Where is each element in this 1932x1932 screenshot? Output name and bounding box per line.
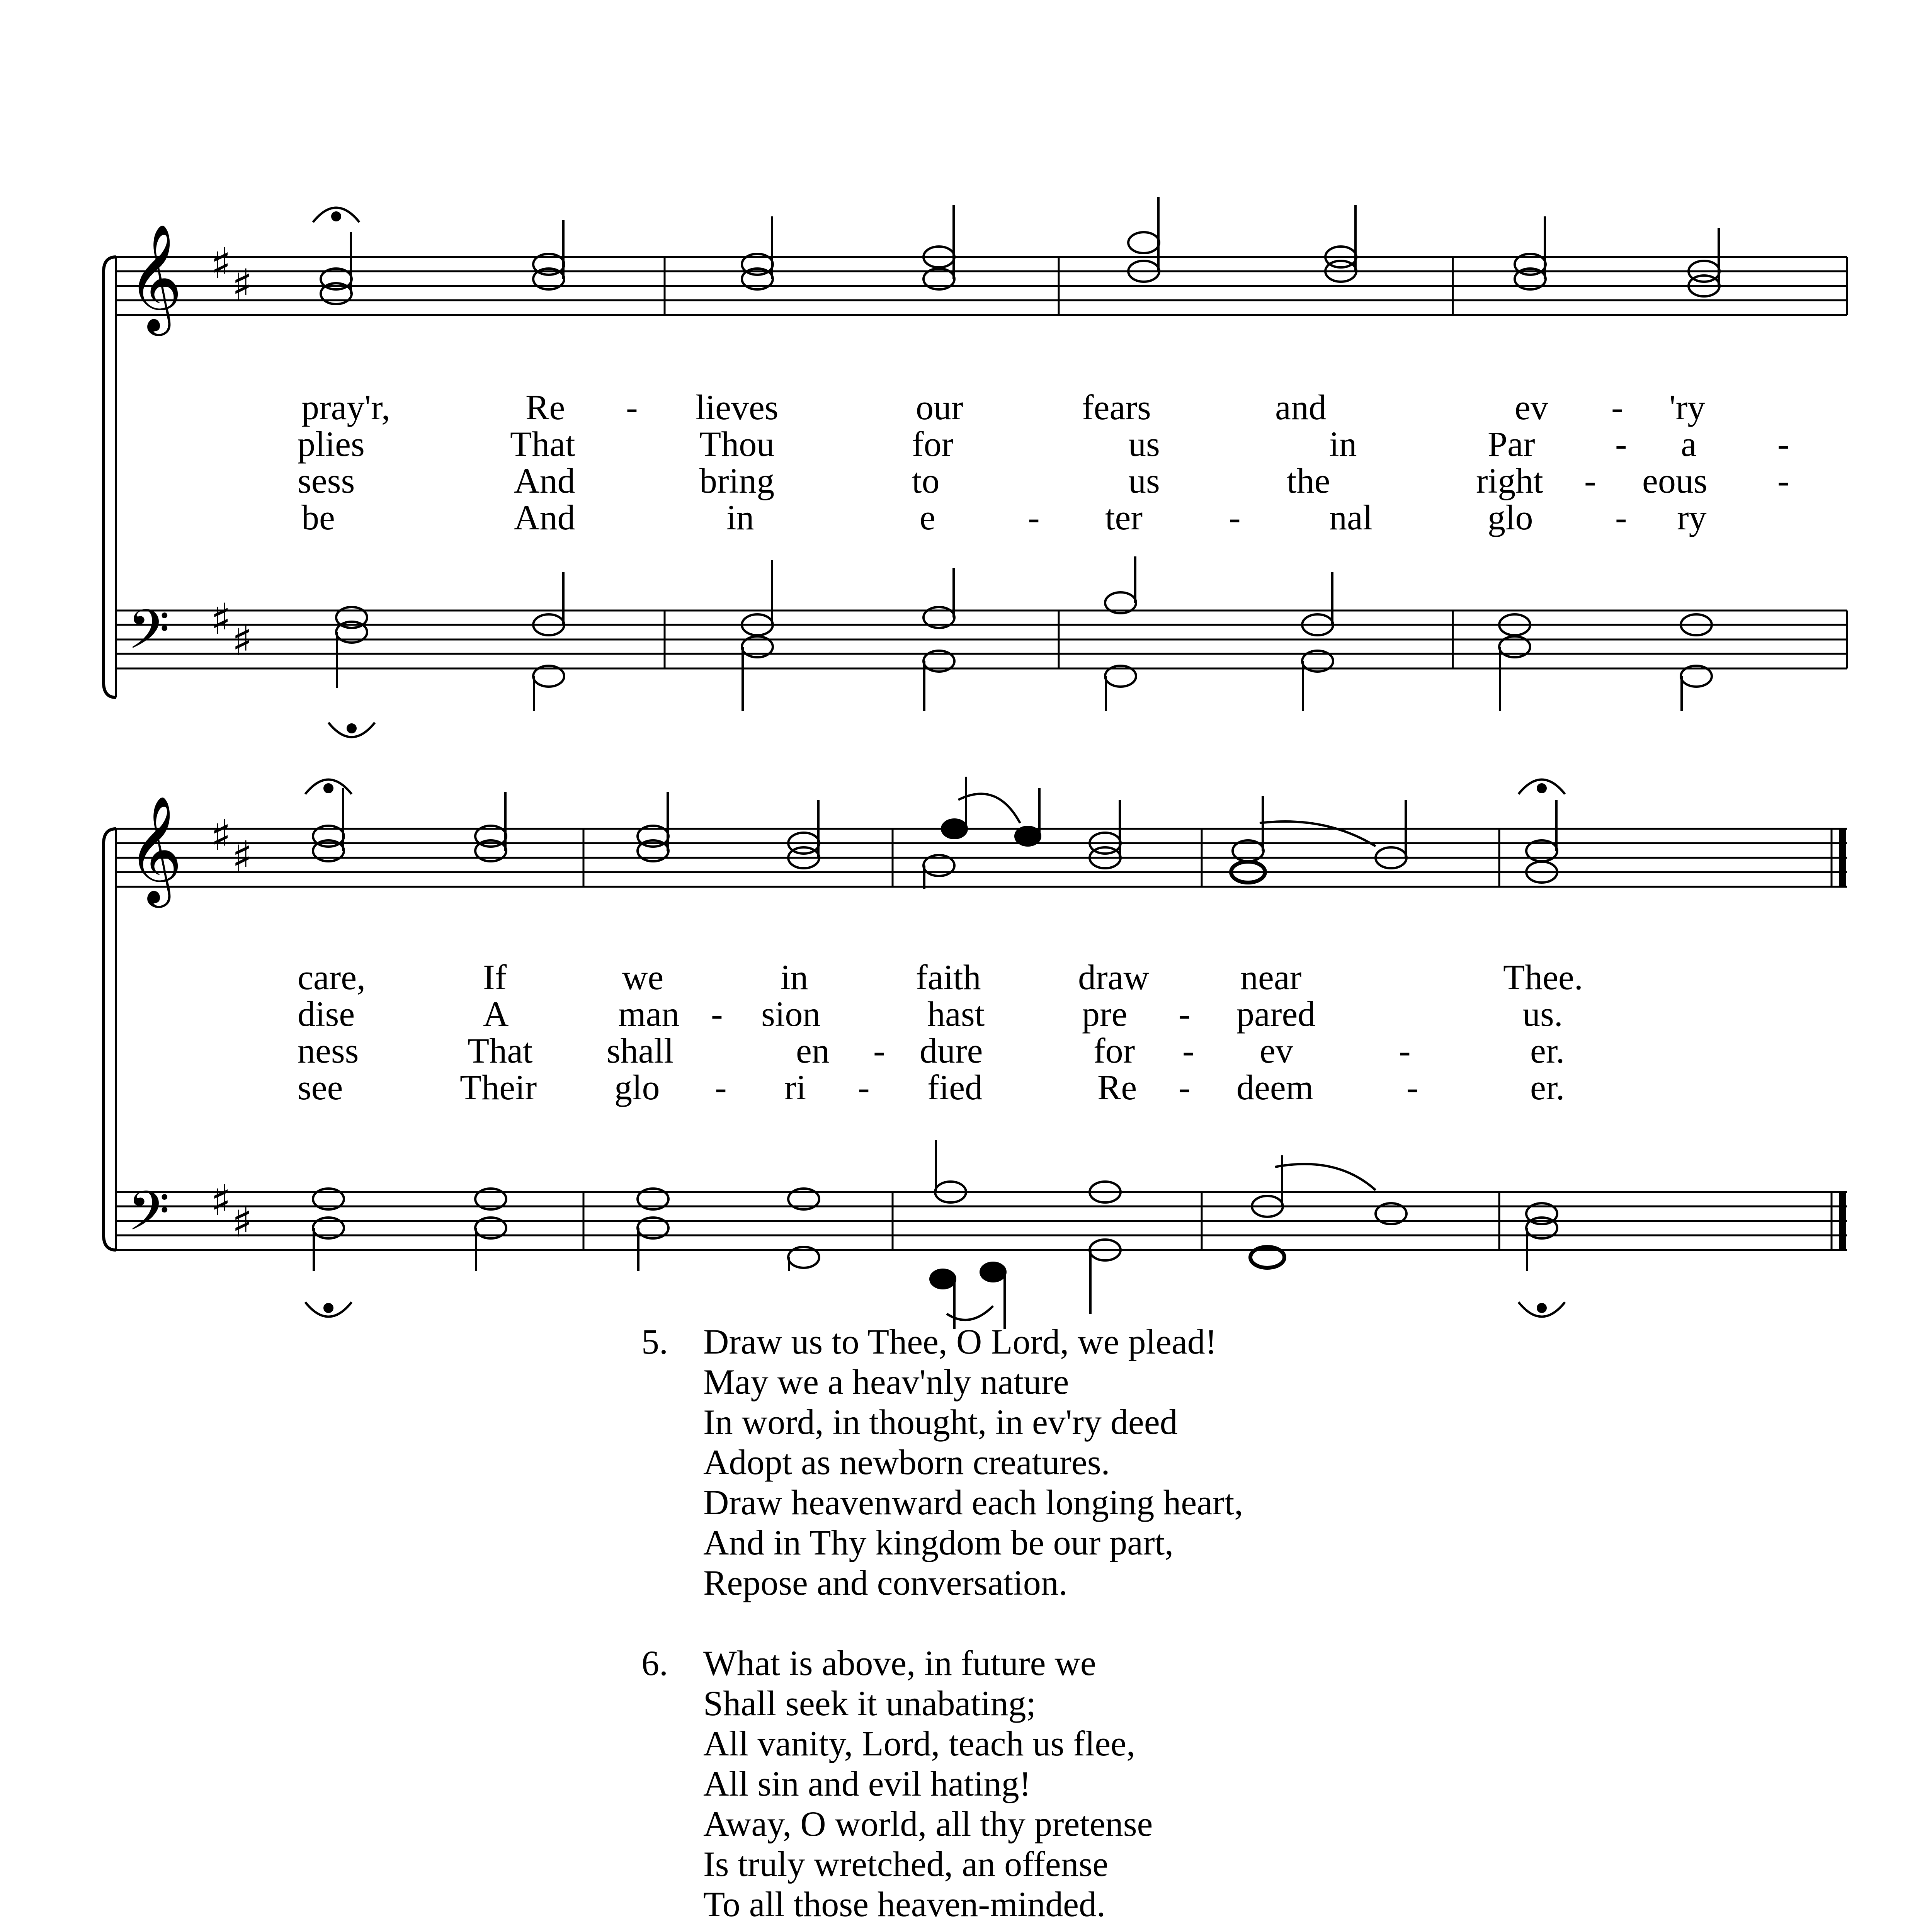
sharp-icon: ♯ (211, 811, 231, 860)
lyric: see (298, 1068, 343, 1107)
lyric: a (1681, 424, 1697, 464)
lyric: in (781, 957, 808, 997)
treble-staff (116, 829, 1847, 887)
lyric: man (618, 994, 680, 1034)
lyric: right (1476, 461, 1543, 500)
verse-line: Shall seek it unabating; (703, 1684, 1036, 1723)
verse-line: All sin and evil hating! (703, 1764, 1031, 1803)
lyric: - (626, 388, 638, 427)
fermata-icon (305, 780, 352, 794)
bass-notes (328, 556, 1712, 737)
lyric: And (514, 461, 575, 500)
lyric: A (483, 994, 509, 1034)
lyric: That (510, 424, 575, 464)
fermata-icon (1519, 780, 1565, 794)
lyric: Thee. (1503, 957, 1583, 997)
bass-staff (116, 611, 1847, 668)
lyric: - (711, 994, 723, 1034)
lyric: near (1240, 957, 1302, 997)
lyric: - (1406, 1068, 1418, 1107)
lyric: and (1275, 388, 1327, 427)
system-2 (104, 777, 1847, 1329)
lyric: nal (1329, 498, 1373, 537)
lyric: Re (1097, 1068, 1137, 1107)
lyric: er. (1530, 1031, 1565, 1070)
lyrics-system-2 (298, 957, 1583, 1107)
lyric: pray'r, (301, 388, 390, 427)
lyric: - (1229, 498, 1241, 537)
verse-line: Is truly wretched, an offense (703, 1844, 1109, 1884)
lyric: shall (607, 1031, 674, 1070)
lyric: us (1128, 424, 1160, 464)
lyric: And (514, 498, 575, 537)
lyric: - (715, 1068, 727, 1107)
lyric: fears (1082, 388, 1151, 427)
lyric: care, (298, 957, 366, 997)
verse-6 (641, 1643, 1569, 1924)
bass-staff (116, 1192, 1847, 1250)
lyric: - (1584, 461, 1596, 500)
lyric: draw (1078, 957, 1149, 997)
lyric: - (1777, 424, 1789, 464)
lyric: be (301, 498, 335, 537)
lyric: - (858, 1068, 870, 1107)
treble-clef-icon: 𝄞 (128, 795, 182, 903)
bass-clef-icon: 𝄢 (128, 598, 170, 675)
lyric: glo (1488, 498, 1533, 537)
lyric: - (1179, 994, 1190, 1034)
verse-number: 6. (641, 1643, 668, 1683)
lyric: Par (1488, 424, 1535, 464)
lyric: ry (1677, 498, 1707, 537)
verses (641, 1321, 1569, 1932)
lyric: en (796, 1031, 830, 1070)
fermata-icon (1519, 1302, 1565, 1317)
verse-line: Draw heavenward each longing heart, (703, 1483, 1243, 1522)
lyric: pre (1082, 994, 1128, 1034)
lyric: us (1128, 461, 1160, 500)
sharp-icon: ♯ (211, 1176, 231, 1225)
treble-staff (116, 257, 1847, 315)
verse-line: Draw us to Thee, O Lord, we plead! (703, 1322, 1217, 1361)
lyric: Re (526, 388, 565, 427)
lyric: bring (699, 461, 775, 500)
sharp-icon: ♯ (232, 260, 253, 310)
lyric: 'ry (1669, 388, 1706, 427)
verse-line: Repose and conversation. (703, 1563, 1068, 1602)
lyric: plies (298, 424, 365, 464)
lyric: ev (1515, 388, 1548, 427)
lyric: ev (1260, 1031, 1293, 1070)
verse-line: What is above, in future we (703, 1643, 1096, 1683)
sharp-icon: ♯ (211, 594, 231, 644)
sharp-icon: ♯ (232, 832, 253, 881)
lyric: ri (784, 1068, 806, 1107)
verse-line: In word, in thought, in ev'ry deed (703, 1402, 1178, 1442)
lyric: ter (1105, 498, 1143, 537)
fermata-icon (328, 723, 375, 737)
treble-clef-icon: 𝄞 (128, 223, 182, 331)
lyric: - (873, 1031, 885, 1070)
verse-number: 5. (641, 1322, 668, 1361)
lyric: the (1287, 461, 1330, 500)
lyric: - (1611, 388, 1623, 427)
sharp-icon: ♯ (232, 1197, 253, 1247)
fermata-icon (313, 208, 359, 223)
verse-line: And in Thy kingdom be our part, (703, 1523, 1174, 1562)
lyric: in (726, 498, 754, 537)
verse-5 (641, 1321, 1569, 1603)
lyric: Thou (699, 424, 775, 464)
verse-line: May we a heav'nly nature (703, 1362, 1069, 1401)
lyric: - (1777, 461, 1789, 500)
lyric: - (1615, 498, 1627, 537)
verse-line: Away, O world, all thy pretense (703, 1804, 1153, 1844)
lyric: - (1028, 498, 1040, 537)
verse-line: To all those heaven-minded. (703, 1884, 1106, 1924)
lyric: dure (920, 1031, 983, 1070)
lyric: to (912, 461, 940, 500)
lyric: sion (761, 994, 821, 1034)
lyric: That (468, 1031, 533, 1070)
sharp-icon: ♯ (211, 239, 231, 288)
sharp-icon: ♯ (232, 616, 253, 665)
lyric: in (1329, 424, 1357, 464)
verse-line: Adopt as newborn creatures. (703, 1442, 1110, 1482)
lyric: our (916, 388, 963, 427)
lyric: pared (1236, 994, 1316, 1034)
verse-line: All vanity, Lord, teach us flee, (703, 1724, 1136, 1763)
lyric: Their (460, 1068, 537, 1107)
fermata-icon (305, 1302, 352, 1317)
lyric: If (483, 957, 507, 997)
system-1 (104, 197, 1847, 737)
lyric: glo (614, 1068, 660, 1107)
lyric: lieves (696, 388, 779, 427)
lyric: ness (298, 1031, 359, 1070)
lyric: faith (916, 957, 981, 997)
lyric: dise (298, 994, 355, 1034)
lyric: us. (1522, 994, 1563, 1034)
bass-clef-icon: 𝄢 (128, 1180, 170, 1256)
lyric: hast (927, 994, 985, 1034)
lyric: - (1182, 1031, 1194, 1070)
lyric: sess (298, 461, 355, 500)
lyric: - (1179, 1068, 1190, 1107)
lyric: for (1094, 1031, 1135, 1070)
lyric: er. (1530, 1068, 1565, 1107)
lyric: eous (1642, 461, 1708, 500)
lyric: - (1615, 424, 1627, 464)
lyric: deem (1236, 1068, 1314, 1107)
treble-notes (313, 197, 1719, 304)
lyric: fied (927, 1068, 983, 1107)
lyric: - (1399, 1031, 1411, 1070)
lyrics-system-1 (298, 388, 1789, 537)
lyric: e (920, 498, 935, 537)
lyric: for (912, 424, 954, 464)
lyric: we (622, 957, 664, 997)
